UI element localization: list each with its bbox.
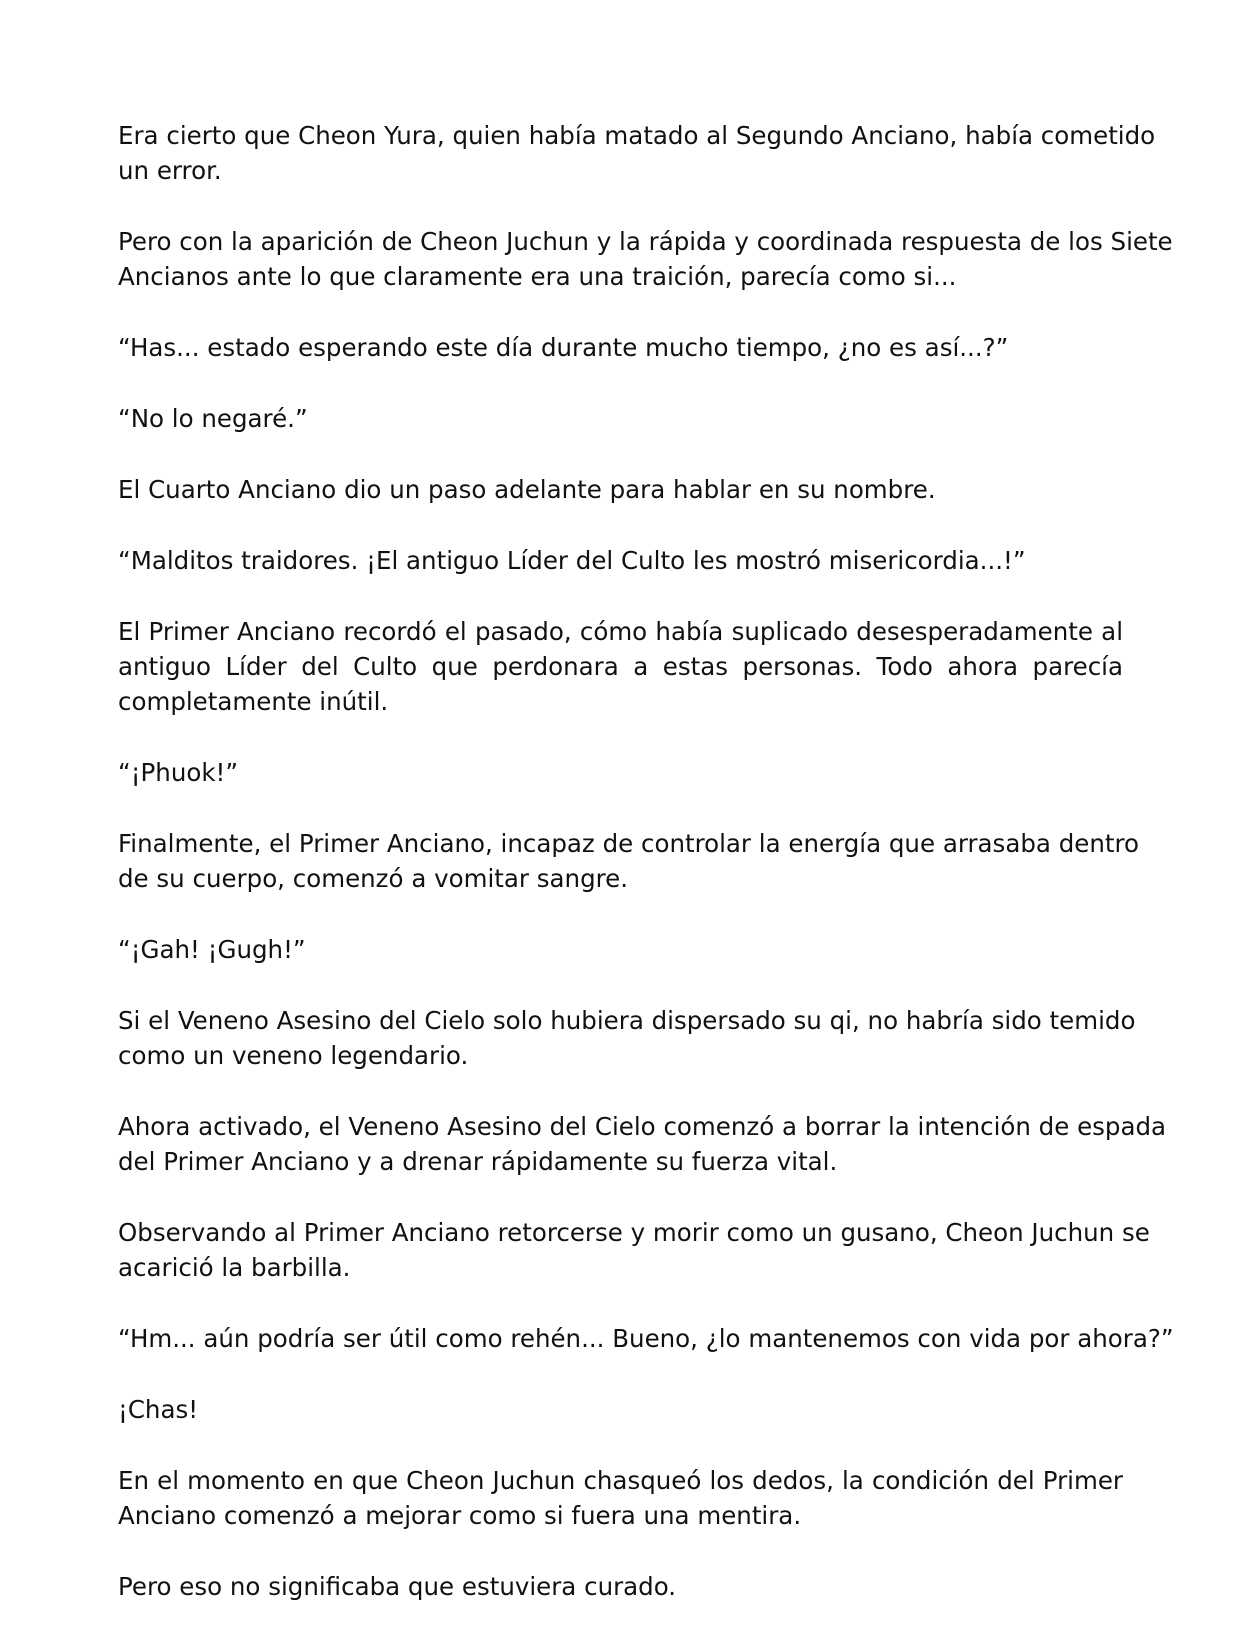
paragraph [118,118,1156,188]
paragraph [118,826,1139,896]
text-line: “No lo negaré.” [118,404,308,433]
text-line: Observando al Primer Anciano retorcerse y morir como un gusano, Cheon Juchun se [118,1218,1150,1247]
paragraph [118,401,1123,436]
text-line: Finalmente, el Primer Anciano, incapaz de controlar la energía que arrasaba dentro [118,829,1139,858]
text-line: “Has... estado esperando este día durante mucho tiempo, ¿no es así...?” [118,333,1009,362]
paragraph [118,1463,1123,1533]
paragraph [118,1109,1167,1179]
text-line: un error. [118,156,222,185]
paragraph [118,755,1123,790]
text-line: “Malditos traidores. ¡El antiguo Líder del Culto les mostró misericordia...!” [118,546,1026,575]
text-line: Ahora activado, el Veneno Asesino del Cielo comenzó a borrar la intención de espada [118,1112,1167,1141]
paragraph [118,330,1123,365]
text-line: “¡Gah! ¡Gugh!” [118,935,306,964]
text-line: ¡Chas! [118,1395,199,1424]
text-line: completamente inútil. [118,687,389,716]
paragraph [118,614,1123,719]
text-line: El Cuarto Anciano dio un paso adelante para hablar en su nombre. [118,475,936,504]
text-line: antiguo Líder del Culto que perdonara a estas personas. Todo ahora parecía [118,652,1123,681]
text-line: “¡Phuok!” [118,758,239,787]
paragraph [118,932,1123,967]
text-line: de su cuerpo, comenzó a vomitar sangre. [118,864,629,893]
paragraph [118,224,1173,294]
text-line: “Hm... aún podría ser útil como rehén... Bueno, ¿lo mantenemos con vida por ahora?” [118,1324,1174,1353]
paragraph [118,543,1123,578]
text-line: como un veneno legendario. [118,1041,469,1070]
text-line: El Primer Anciano recordó el pasado, cómo había suplicado desesperadamente al [118,617,1123,646]
text-line: Anciano comenzó a mejorar como si fuera una mentira. [118,1501,802,1530]
text-line: Era cierto que Cheon Yura, quien había matado al Segundo Anciano, había cometido [118,121,1156,150]
text-line: Si el Veneno Asesino del Cielo solo hubiera dispersado su qi, no habría sido temido [118,1006,1136,1035]
paragraph [118,472,1123,507]
paragraph [118,1321,1174,1356]
text-line: del Primer Anciano y a drenar rápidamente su fuerza vital. [118,1147,838,1176]
paragraph [118,1392,1123,1427]
paragraph [118,1003,1136,1073]
body-text [118,118,1174,1640]
paragraph [118,1569,1123,1604]
text-line: Ancianos ante lo que claramente era una traición, parecía como si... [118,262,957,291]
paragraph [118,1215,1150,1285]
text-line: Pero eso no significaba que estuviera curado. [118,1572,677,1601]
text-line: acarició la barbilla. [118,1253,351,1282]
text-line: Pero con la aparición de Cheon Juchun y la rápida y coordinada respuesta de los Siete [118,227,1173,256]
text-line: En el momento en que Cheon Juchun chasqueó los dedos, la condición del Primer [118,1466,1123,1495]
